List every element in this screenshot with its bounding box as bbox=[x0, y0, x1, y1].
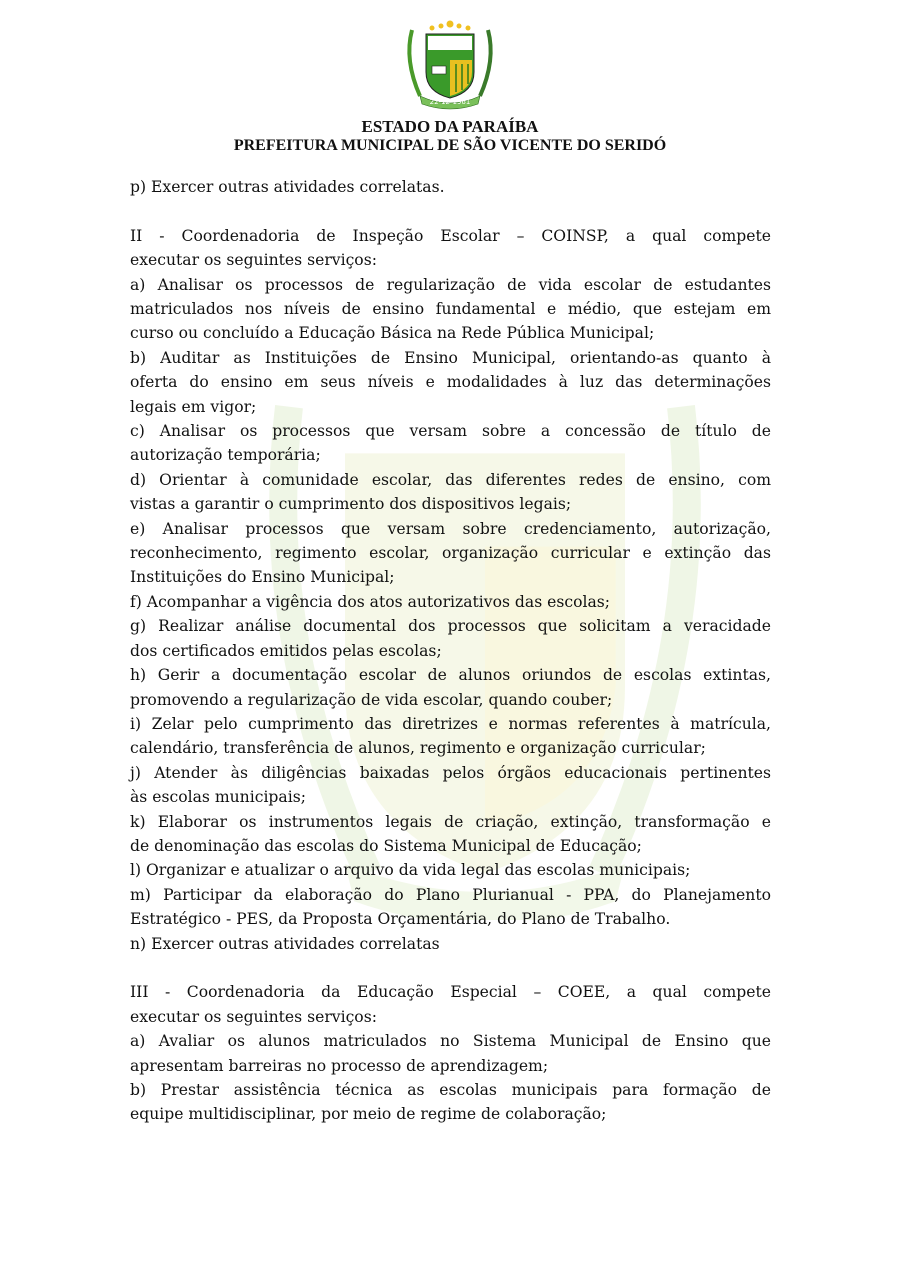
text-line: promovendo a regularização de vida escolar, quando couber; bbox=[130, 690, 613, 709]
paragraph bbox=[130, 273, 771, 346]
text-line: II - Coordenadoria de Inspeção Escolar – COINSP, a qual compete bbox=[130, 226, 771, 245]
document-body bbox=[130, 175, 771, 1127]
text-line: Instituições do Ensino Municipal; bbox=[130, 568, 395, 587]
text-line: executar os seguintes serviços: bbox=[130, 251, 377, 270]
text-line: autorização temporária; bbox=[130, 446, 321, 465]
text-line: às escolas municipais; bbox=[130, 788, 306, 807]
paragraph bbox=[130, 761, 771, 810]
header-municipality: PREFEITURA MUNICIPAL DE SÃO VICENTE DO SERIDÓ bbox=[233, 137, 667, 154]
header-state: ESTADO DA PARAÍBA bbox=[361, 117, 539, 136]
paragraph bbox=[130, 224, 771, 273]
paragraph bbox=[130, 883, 771, 932]
text-line: a) Avaliar os alunos matriculados no Sistema Municipal de Ensino que bbox=[130, 1032, 771, 1051]
paragraph bbox=[130, 614, 771, 663]
text-line: III - Coordenadoria da Educação Especial – COEE, a qual compete bbox=[130, 983, 771, 1002]
text-line: de denominação das escolas do Sistema Municipal de Educação; bbox=[130, 836, 642, 855]
text-line: h) Gerir a documentação escolar de alunos oriundos de escolas extintas, bbox=[130, 666, 771, 685]
paragraph-gap bbox=[130, 956, 771, 980]
paragraph bbox=[130, 175, 771, 199]
text-line: p) Exercer outras atividades correlatas. bbox=[130, 178, 445, 196]
text-line: curso ou concluído a Educação Básica na Rede Pública Municipal; bbox=[130, 324, 655, 343]
text-line: a) Analisar os processos de regularização de vida escolar de estudantes bbox=[130, 275, 771, 294]
text-line: equipe multidisciplinar, por meio de regime de colaboração; bbox=[130, 1105, 607, 1124]
text-line: f) Acompanhar a vigência dos atos autorizativos das escolas; bbox=[130, 592, 611, 611]
text-line: apresentam barreiras no processo de aprendizagem; bbox=[130, 1056, 549, 1075]
text-line: matriculados nos níveis de ensino fundamental e médio, que estejam em bbox=[130, 300, 771, 319]
text-line: j) Atender às diligências baixadas pelos órgãos educacionais pertinentes bbox=[130, 763, 771, 782]
paragraph bbox=[130, 712, 771, 761]
text-line: oferta do ensino em seus níveis e modalidades à luz das determinações bbox=[130, 373, 771, 392]
text-line: d) Orientar à comunidade escolar, das diferentes redes de ensino, com bbox=[130, 470, 771, 489]
paragraph bbox=[130, 590, 771, 614]
paragraph bbox=[130, 468, 771, 517]
paragraph bbox=[130, 1029, 771, 1078]
text-line: reconhecimento, regimento escolar, organização curricular e extinção das bbox=[130, 544, 771, 563]
text-line: i) Zelar pelo cumprimento das diretrizes e normas referentes à matrícula, bbox=[130, 714, 771, 733]
paragraph bbox=[130, 810, 771, 859]
text-line: legais em vigor; bbox=[130, 397, 257, 416]
text-line: c) Analisar os processos que versam sobre a concessão de título de bbox=[130, 422, 771, 441]
paragraph-gap bbox=[130, 199, 771, 223]
text-line: Estratégico - PES, da Proposta Orçamentária, do Plano de Trabalho. bbox=[130, 910, 671, 929]
paragraph bbox=[130, 663, 771, 712]
text-line: calendário, transferência de alunos, regimento e organização curricular; bbox=[130, 739, 706, 758]
paragraph bbox=[130, 346, 771, 419]
text-line: e) Analisar processos que versam sobre credenciamento, autorização, bbox=[130, 519, 771, 538]
paragraph bbox=[130, 980, 771, 1029]
paragraph bbox=[130, 858, 771, 882]
text-line: b) Auditar as Instituições de Ensino Municipal, orientando-as quanto à bbox=[130, 348, 771, 367]
paragraph bbox=[130, 517, 771, 590]
text-line: dos certificados emitidos pelas escolas; bbox=[130, 641, 442, 660]
paragraph bbox=[130, 1078, 771, 1127]
text-line: n) Exercer outras atividades correlatas bbox=[130, 934, 440, 953]
text-line: vistas a garantir o cumprimento dos dispositivos legais; bbox=[130, 495, 572, 514]
text-line: k) Elaborar os instrumentos legais de criação, extinção, transformação e bbox=[130, 812, 771, 831]
text-line: m) Participar da elaboração do Plano Plurianual - PPA, do Planejamento bbox=[130, 885, 771, 904]
logo-date: 22-12-1961 bbox=[429, 98, 471, 106]
text-line: executar os seguintes serviços: bbox=[130, 1007, 377, 1026]
text-line: b) Prestar assistência técnica as escolas municipais para formação de bbox=[130, 1081, 771, 1099]
text-line: g) Realizar análise documental dos processos que solicitam a veracidade bbox=[130, 617, 771, 636]
paragraph bbox=[130, 419, 771, 468]
coat-of-arms-logo bbox=[398, 20, 502, 110]
paragraph bbox=[130, 932, 771, 956]
text-line: l) Organizar e atualizar o arquivo da vida legal das escolas municipais; bbox=[130, 861, 691, 880]
